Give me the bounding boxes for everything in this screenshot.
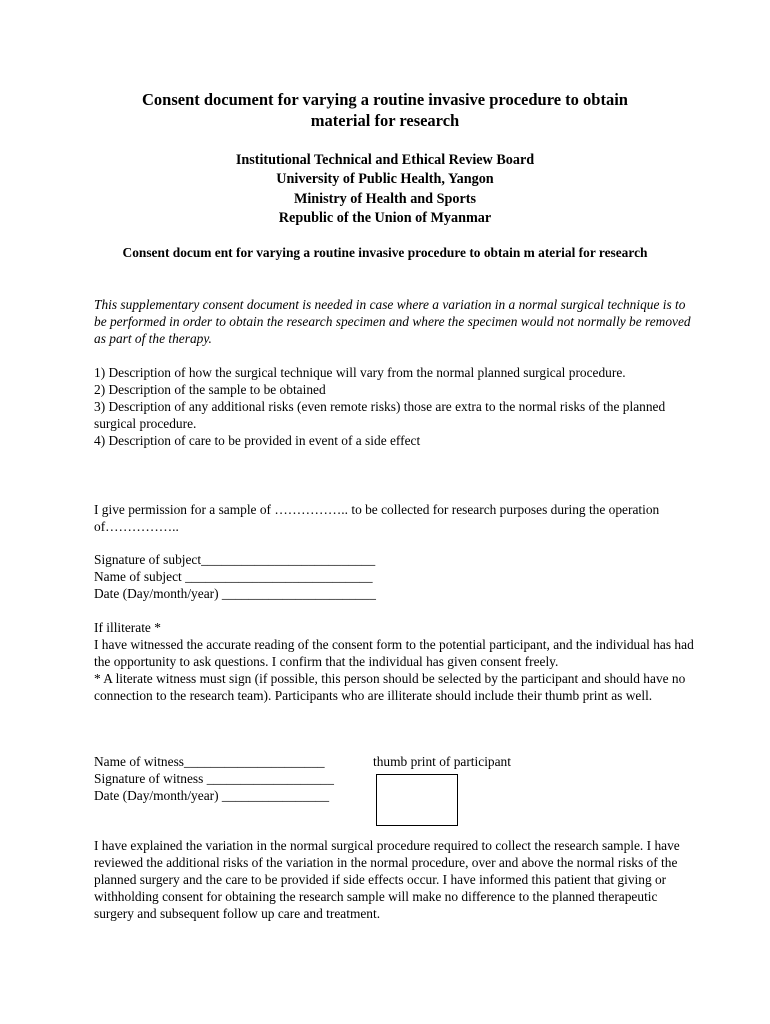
- description-item-3: 3) Description of any additional risks (even remote risks) those are extra to the normal risks of the planned surgical procedure.: [94, 399, 666, 431]
- description-list: [94, 364, 694, 449]
- witness-name-field[interactable]: Name of witness_____________________: [94, 754, 325, 769]
- document-subtitle: Consent docum ent for varying a routine invasive procedure to obtain m aterial for research: [122, 245, 648, 260]
- title-line-2: material for research: [310, 111, 460, 130]
- organization-header: [80, 151, 690, 228]
- witness-date-field[interactable]: Date (Day/month/year) ________________: [94, 788, 330, 803]
- subject-signature-block: [94, 551, 694, 602]
- title-line-1: Consent document for varying a routine invasive procedure to obtain: [141, 90, 628, 109]
- description-item-4: 4) Description of care to be provided in event of a side effect: [94, 433, 421, 448]
- witness-signature-field[interactable]: Signature of witness ___________________: [94, 771, 334, 786]
- thumb-print-box[interactable]: [376, 774, 458, 826]
- intro-paragraph: This supplementary consent document is needed in case where a variation in a normal surgical technique is to be performed in order to obtain the research specimen and where the specimen would not normally be removed as part of the therapy.: [94, 297, 691, 346]
- thumb-print-label: thumb print of participant: [373, 754, 511, 769]
- description-item-2: 2) Description of the sample to be obtained: [94, 382, 326, 397]
- ministry-name: Ministry of Health and Sports: [293, 190, 477, 207]
- review-board-name: Institutional Technical and Ethical Review Board: [235, 152, 535, 168]
- illiterate-heading: If illiterate *: [94, 620, 161, 635]
- explanation-paragraph: I have explained the variation in the normal surgical procedure required to collect the research sample. I have reviewed the additional risks of the variation in the normal procedure, over and above the normal risks of the planned surgery and the care to be provided if side effects occur. I have informed this patient that giving or withholding consent for obtaining the research sample will make no difference to the planned therapeutic surgery and subsequent follow up care and treatment.: [94, 838, 680, 921]
- subject-name-field[interactable]: Name of subject ____________________________: [94, 569, 373, 584]
- subject-signature-field[interactable]: Signature of subject__________________________: [94, 552, 376, 567]
- literate-witness-note: * A literate witness must sign (if possible, this person should be selected by the participant and should have no connection to the research team). Participants who are illiterate should include their thumb print as well.: [94, 671, 686, 703]
- subject-date-field[interactable]: Date (Day/month/year) _______________________: [94, 586, 376, 601]
- document-title: [80, 89, 690, 131]
- republic-name: Republic of the Union of Myanmar: [278, 209, 492, 226]
- witness-statement: I have witnessed the accurate reading of the consent form to the potential participant, and the individual has had the opportunity to ask questions. I confirm that the individual has given consent freely.: [94, 637, 694, 669]
- description-item-1: 1) Description of how the surgical technique will vary from the normal planned surgical procedure.: [94, 365, 626, 380]
- permission-statement: I give permission for a sample of …………….. to be collected for research purposes during the operation of……………..: [94, 502, 660, 534]
- witness-signature-block: [94, 753, 374, 804]
- illiterate-section: [94, 619, 694, 704]
- university-name: University of Public Health, Yangon: [276, 171, 494, 188]
